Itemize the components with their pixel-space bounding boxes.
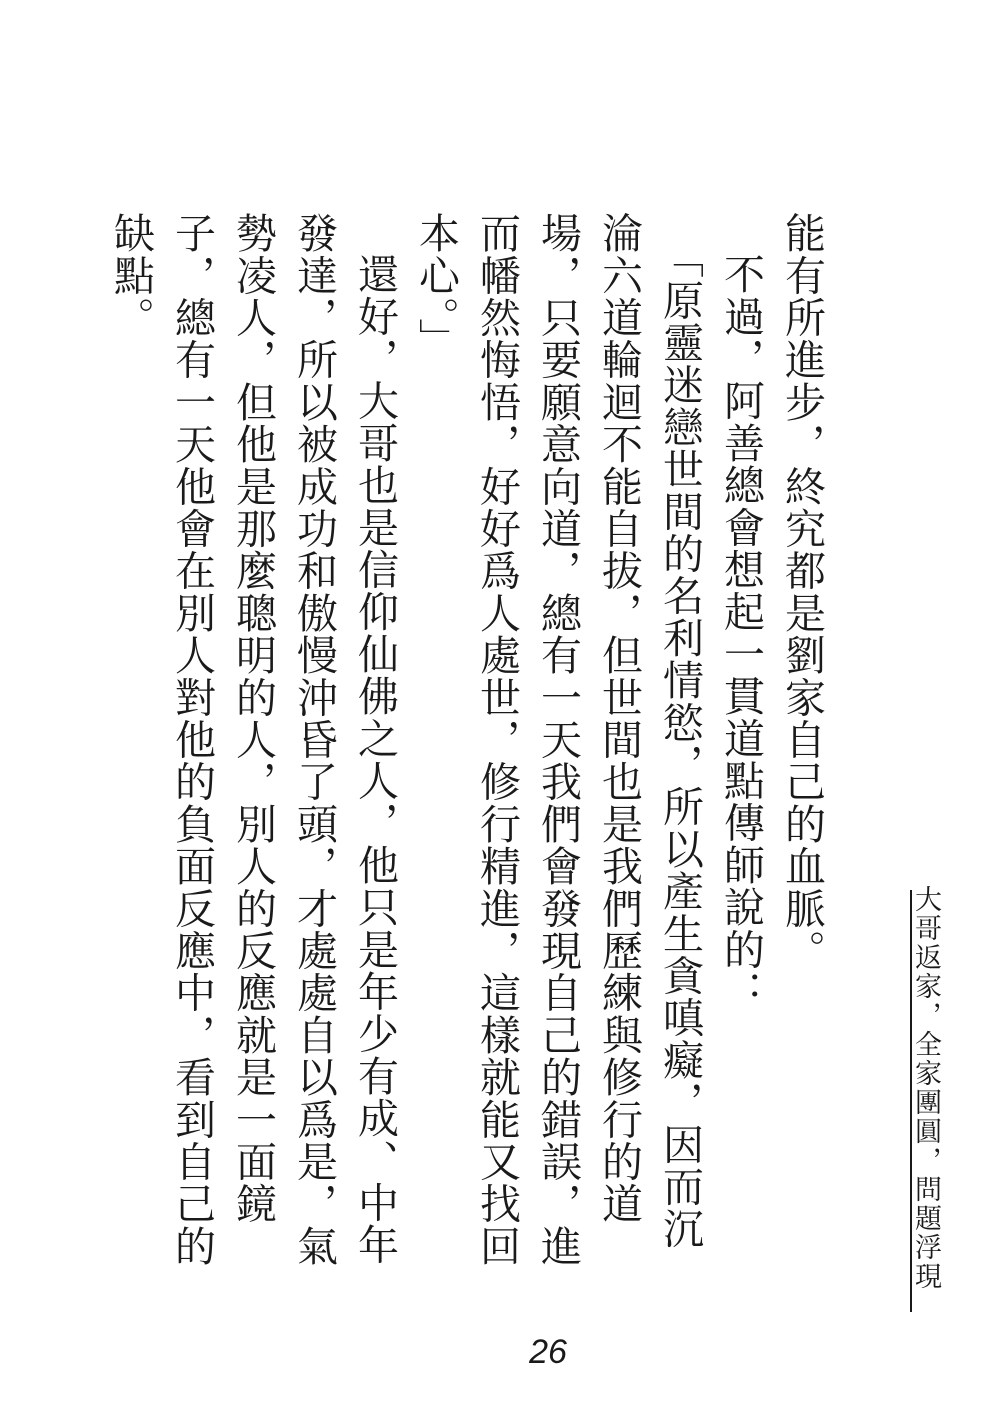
running-head: 大哥返家，全家團圓，問題浮現 [910, 885, 941, 1291]
paragraph-1: 能有所進步，終究都是劉家自己的血脈。 [778, 212, 826, 972]
paragraph-3-quote: 「原靈迷戀世間的名利情慾，所以產生貪嗔癡，因而沉淪六道輪迴不能自拔，但世間也是我們歷練與修行的道場，只要願意向道，總有一天我們會發現自己的錯誤，進而幡然悔悟，好好爲人處世，修行精進，這樣就能又找回本心。」 [412, 212, 704, 1267]
paragraph-2: 不過，阿善總會想起一貫道點傳師說的： [717, 253, 765, 1013]
page-number: 26 [529, 1333, 567, 1371]
paragraph-4: 還好，大哥也是信仰仙佛之人，他只是年少有成、中年發達，所以被成功和傲慢沖昏了頭，才處處自以爲是，氣勢凌人，但他是那麼聰明的人，別人的反應就是一面鏡子，總有一天他會在別人對他的負面反應中，看到自己的缺點。 [107, 212, 399, 1267]
body-text [107, 212, 832, 1272]
